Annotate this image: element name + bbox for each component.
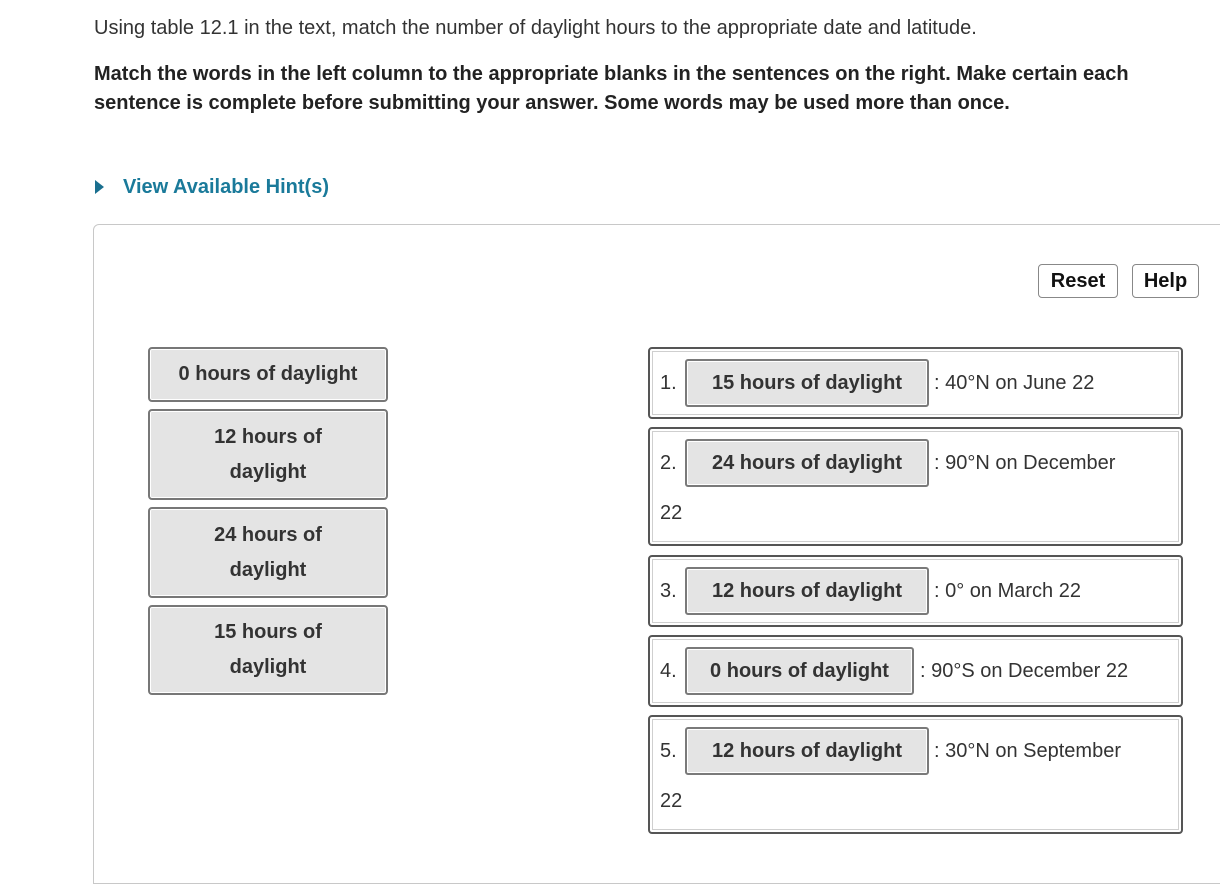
sentence-row	[648, 635, 1183, 707]
instructions-text: Match the words in the left column to the appropriate blanks in the sentences on the right. Make certain each sentence is complete before submitting your answer. Some words may be used more than once.	[94, 63, 1129, 114]
sentence-blank[interactable]: 12 hours of daylight	[685, 727, 929, 775]
sentence-number: 2.	[660, 452, 677, 474]
triangle-right-icon	[95, 180, 104, 194]
sentence-row	[648, 347, 1183, 419]
word-bank-item[interactable]: 24 hours of daylight	[148, 507, 388, 598]
question-text: Using table 12.1 in the text, match the number of daylight hours to the appropriate date and latitude.	[94, 17, 977, 39]
sentence-text: : 90°S on December 22	[920, 660, 1129, 682]
sentence-blank[interactable]: 12 hours of daylight	[685, 567, 929, 615]
sentence-number: 3.	[660, 580, 677, 602]
sentence-text-continued: 22	[660, 502, 683, 524]
word-bank-item[interactable]: 12 hours of daylight	[148, 409, 388, 500]
sentence-text: : 0° on March 22	[934, 580, 1081, 602]
sentence-number: 4.	[660, 660, 677, 682]
sentence-blank[interactable]: 0 hours of daylight	[685, 647, 914, 695]
sentence-text: : 40°N on June 22	[934, 372, 1095, 394]
sentence-text: : 30°N on September	[934, 740, 1121, 762]
word-bank-item[interactable]: 0 hours of daylight	[148, 347, 388, 402]
reset-button[interactable]: Reset	[1038, 264, 1118, 298]
sentence-row	[648, 555, 1183, 627]
sentence-blank[interactable]: 24 hours of daylight	[685, 439, 929, 487]
sentence-row	[648, 427, 1183, 546]
word-bank-item[interactable]: 15 hours of daylight	[148, 605, 388, 695]
view-hints-label: View Available Hint(s)	[123, 175, 329, 198]
sentence-number: 1.	[660, 372, 677, 394]
sentence-text-continued: 22	[660, 790, 683, 812]
sentence-blank[interactable]: 15 hours of daylight	[685, 359, 929, 407]
help-button[interactable]: Help	[1132, 264, 1199, 298]
view-hints-toggle[interactable]	[94, 172, 329, 202]
sentence-row	[648, 715, 1183, 834]
sentence-number: 5.	[660, 740, 677, 762]
sentence-text: : 90°N on December	[934, 452, 1116, 474]
